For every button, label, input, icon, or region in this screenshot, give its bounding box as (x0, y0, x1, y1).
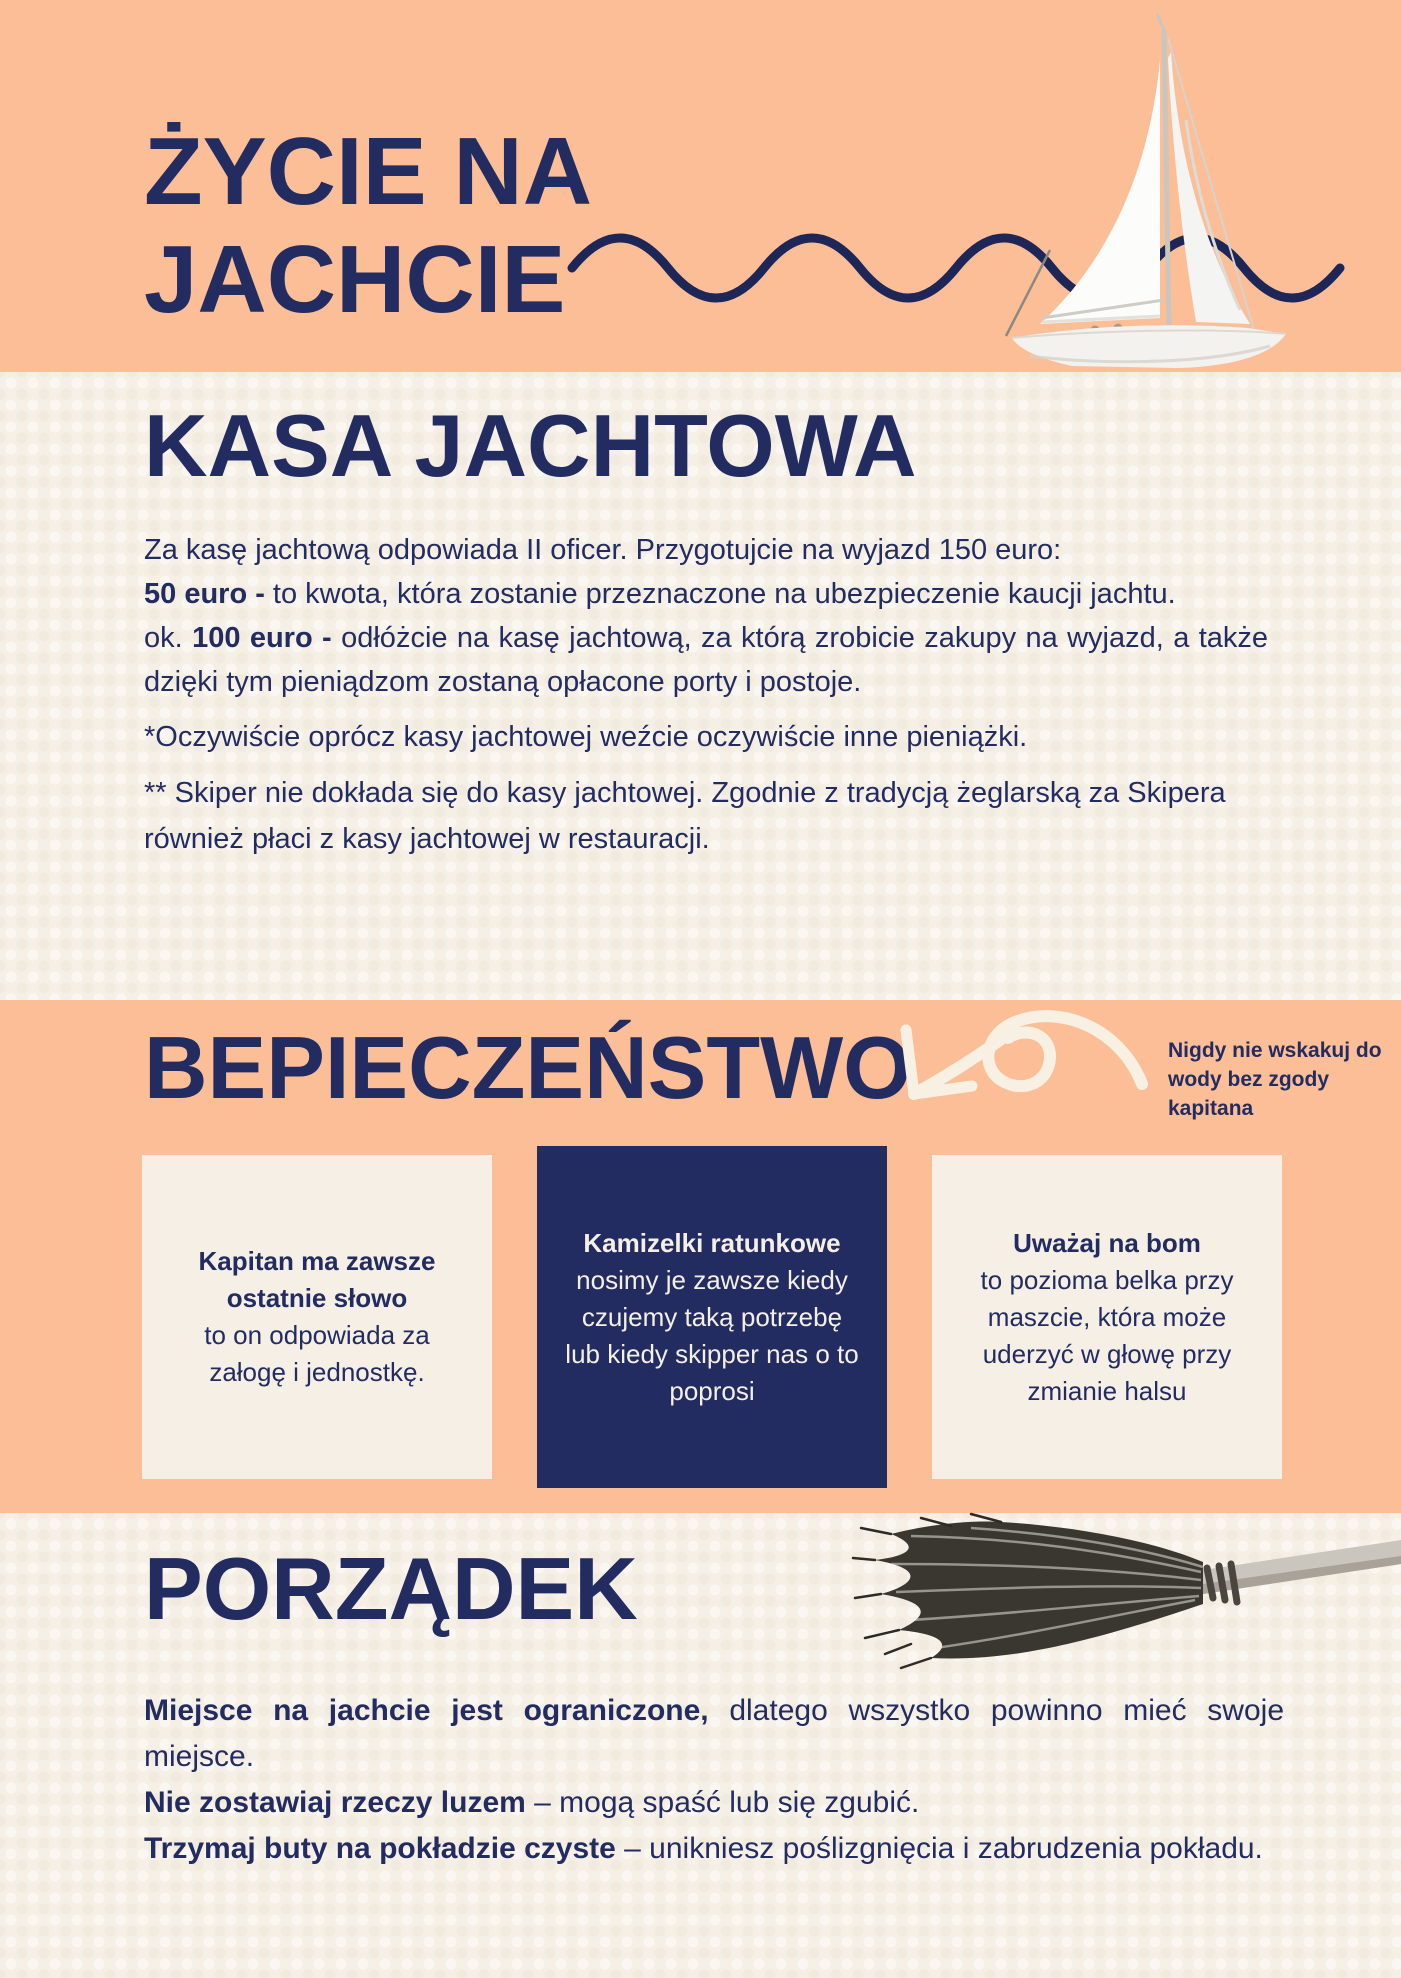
card-boom-body: to pozioma belka przy maszcie, która może uderzyć w głowę przy zmianie halsu (980, 1264, 1234, 1406)
order-section-heading: PORZĄDEK (144, 1539, 638, 1638)
kasa-item2-prefix: ok. (144, 622, 193, 654)
order-item3-text: – unikniesz poślizgnięcia i zabrudzenia pokładu. (615, 1832, 1263, 1865)
card-lifejackets (537, 1146, 887, 1488)
safety-cards-row (142, 1146, 1282, 1488)
kasa-intro: Za kasę jachtową odpowiada II oficer. Przygotujcie na wyjazd 150 euro: (144, 534, 1062, 566)
order-item-shoes (144, 1826, 1284, 1872)
kasa-item-50-euro (144, 572, 1268, 616)
kasa-item-100-euro (144, 616, 1268, 704)
kasa-section-heading: KASA JACHTOWA (144, 396, 917, 495)
order-item-loose (144, 1780, 1284, 1826)
order-item-space (144, 1688, 1284, 1780)
kasa-note-1: *Oczywiście oprócz kasy jachtowej weźcie oczywiście inne pieniążki. (144, 721, 1028, 753)
page-title-line2: JACHCIE (144, 225, 566, 333)
sailboat-image (1006, 14, 1286, 368)
card-boom (932, 1155, 1282, 1479)
no-jumping-callout: Nigdy nie wskakuj do wody bez zgody kapitana (1168, 1039, 1382, 1120)
order-body-text (144, 1688, 1284, 1872)
page-title (144, 118, 592, 333)
card-lifejackets-body: nosimy je zawsze kiedy czujemy taką potrzebę lub kiedy skipper nas o to poprosi (565, 1264, 859, 1406)
kasa-item2-amount: 100 euro - (192, 622, 332, 654)
kasa-item1-text: to kwota, która zostanie przeznaczone na ubezpieczenie kaucji jachtu. (264, 578, 1176, 610)
safety-section-heading: BEPIECZEŃSTWO (144, 1018, 912, 1117)
order-item2-text: – mogą spaść lub się zgubić. (525, 1786, 920, 1819)
arrow-doodle-icon (880, 1000, 1150, 1130)
order-item2-lead: Nie zostawiaj rzeczy luzem (144, 1786, 526, 1819)
kasa-item2-text: odłóżcie na kasę jachtową, za którą zrobicie zakupy na wyjazd, a także dzięki tym pieniądzom zostaną opłacone porty i postoje. (144, 622, 1269, 698)
order-item1-lead: Miejsce na jachcie jest ograniczone, (144, 1694, 709, 1727)
card-boom-title: Uważaj na bom (1013, 1227, 1201, 1258)
card-captain (142, 1155, 492, 1479)
order-item1-text: dlatego wszystko powinno mieć swoje miejsce. (144, 1694, 1285, 1773)
card-lifejackets-title: Kamizelki ratunkowe (583, 1227, 841, 1258)
card-captain-title: Kapitan ma zawsze ostatnie słowo (198, 1246, 436, 1313)
page-title-line1: ŻYCIE NA (144, 118, 593, 225)
kasa-item1-amount: 50 euro - (144, 578, 265, 610)
kasa-body-text (144, 528, 1268, 862)
card-captain-body: to on odpowiada za załogę i jednostkę. (204, 1320, 430, 1387)
broom-image (851, 1512, 1401, 1672)
order-item3-lead: Trzymaj buty na pokładzie czyste (144, 1832, 616, 1865)
kasa-note-2: ** Skiper nie dokłada się do kasy jachtowej. Zgodnie z tradycją żeglarską za Skipera również płaci z kasy jachtowej w restauracji. (144, 777, 1226, 855)
